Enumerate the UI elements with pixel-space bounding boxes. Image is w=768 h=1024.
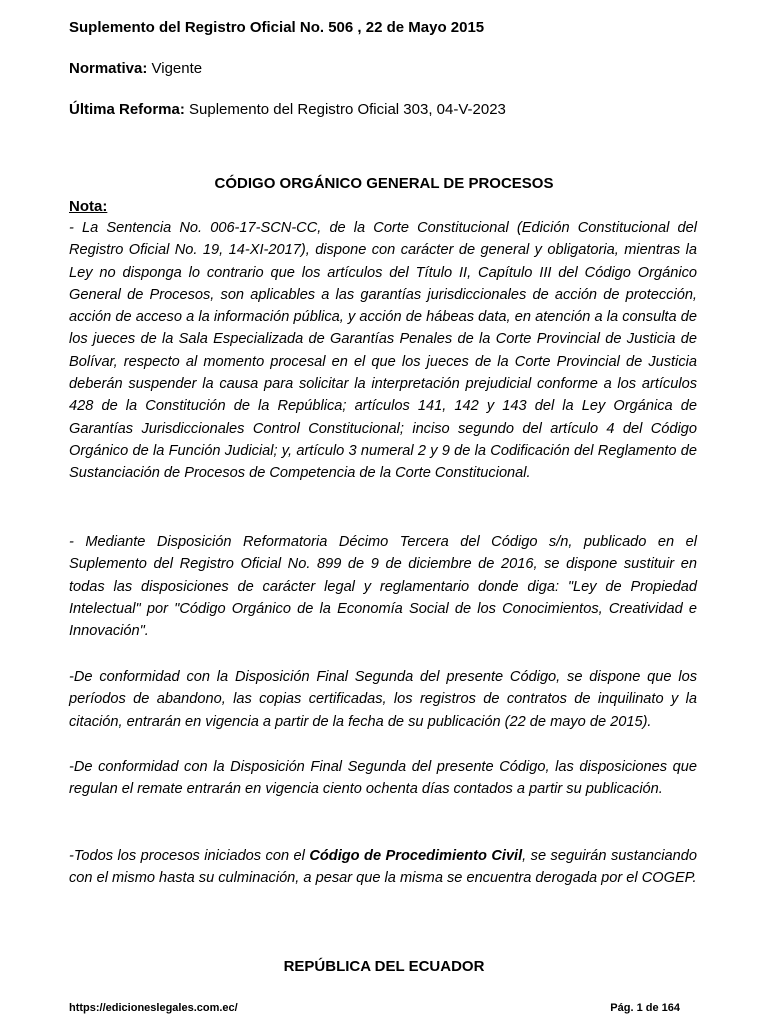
normativa-label: Normativa: [69,60,148,77]
nota-paragraph-reformatoria: - Mediante Disposición Reformatoria Décimo Tercera del Código s/n, publicado en el Suplemento del Registro Oficial No. 899 de 9 de diciembre de 2016, se dispone sustituir en todas las disposiciones de carácter legal y reglamentario donde diga: "Ley de Propiedad Intelectual" por "Código Orgánico de la Economía Social de los Conocimientos, Creatividad e Innovación". [69,534,697,640]
normativa-value: Vigente [147,60,203,77]
nota-paragraph-procedimiento-civil [69,845,697,890]
normativa-line [69,59,202,79]
nota-paragraph-disposicion-abandono: -De conformidad con la Disposición Final Segunda del presente Código, se dispone que los períodos de abandono, las copias certificadas, los registros de contratos de inquilinato y la citación, entrarán en vigencia a partir de la fecha de su publicación (22 de mayo de 2015). [69,669,697,730]
nota-paragraph-disposicion-remate: -De conformidad con la Disposición Final Segunda del presente Código, las disposiciones que regulan el remate entrarán en vigencia ciento ochenta días contados a partir su publicación. [69,759,697,798]
p5-text-before: -Todos los procesos iniciados con el [69,848,310,864]
document-title: CÓDIGO ORGÁNICO GENERAL DE PROCESOS [214,175,554,192]
registro-oficial-heading: Suplemento del Registro Oficial No. 506 , 22 de Mayo 2015 [69,19,485,36]
p5-text-after: , se seguirán sustanciando con el mismo hasta su culminación, a pesar que la misma se encuentra derogada por el COGEP. [69,848,697,887]
republica-heading: REPÚBLICA DEL ECUADOR [283,958,485,975]
p5-bold-codigo: Código de Procedimiento Civil [309,848,523,864]
footer-page-number: Pág. 1 de 164 [610,1002,680,1014]
ultima-reforma-label: Última Reforma: [69,101,185,118]
nota-paragraph-sentencia: - La Sentencia No. 006-17-SCN-CC, de la Corte Constitucional (Edición Constitucional del Registro Oficial No. 19, 14-XI-2017), dispone con carácter de general y obligatoria, mientras la Ley no disponga lo contrario que los artículos del Título II, Capítulo III del Código Orgánico General de Procesos, son aplicables a las garantías jurisdiccionales de acción de protección, acción de acceso a la información pública, y acción de hábeas data, en atención a la consulta de los jueces de la Sala Especializada de Garantías Penales de la Corte Provincial de Justicia de Bolívar, respecto al momento procesal en el que los jueces de la Corte Provincial de Justicia deberán suspender la causa para solicitar la interpretación prejudicial conforme a los artículos 428 de la Constitución de la República; artículos 141, 142 y 143 del la Ley Orgánica de Garantías Jurisdiccionales Control Constitucional; inciso segundo del artículo 4 del Código Orgánico de la Función Judicial; y, artículo 3 numeral 2 y 9 de la Codificación del Reglamento de Sustanciación de Procesos de Competencia de la Corte Constitucional. [69,220,697,482]
nota-label: Nota: [69,198,108,215]
ultima-reforma-value: Suplemento del Registro Oficial 303, 04-V-2023 [184,101,506,118]
footer-url-link[interactable]: https://edicioneslegales.com.ec/ [69,1002,238,1014]
ultima-reforma-line [69,100,506,120]
